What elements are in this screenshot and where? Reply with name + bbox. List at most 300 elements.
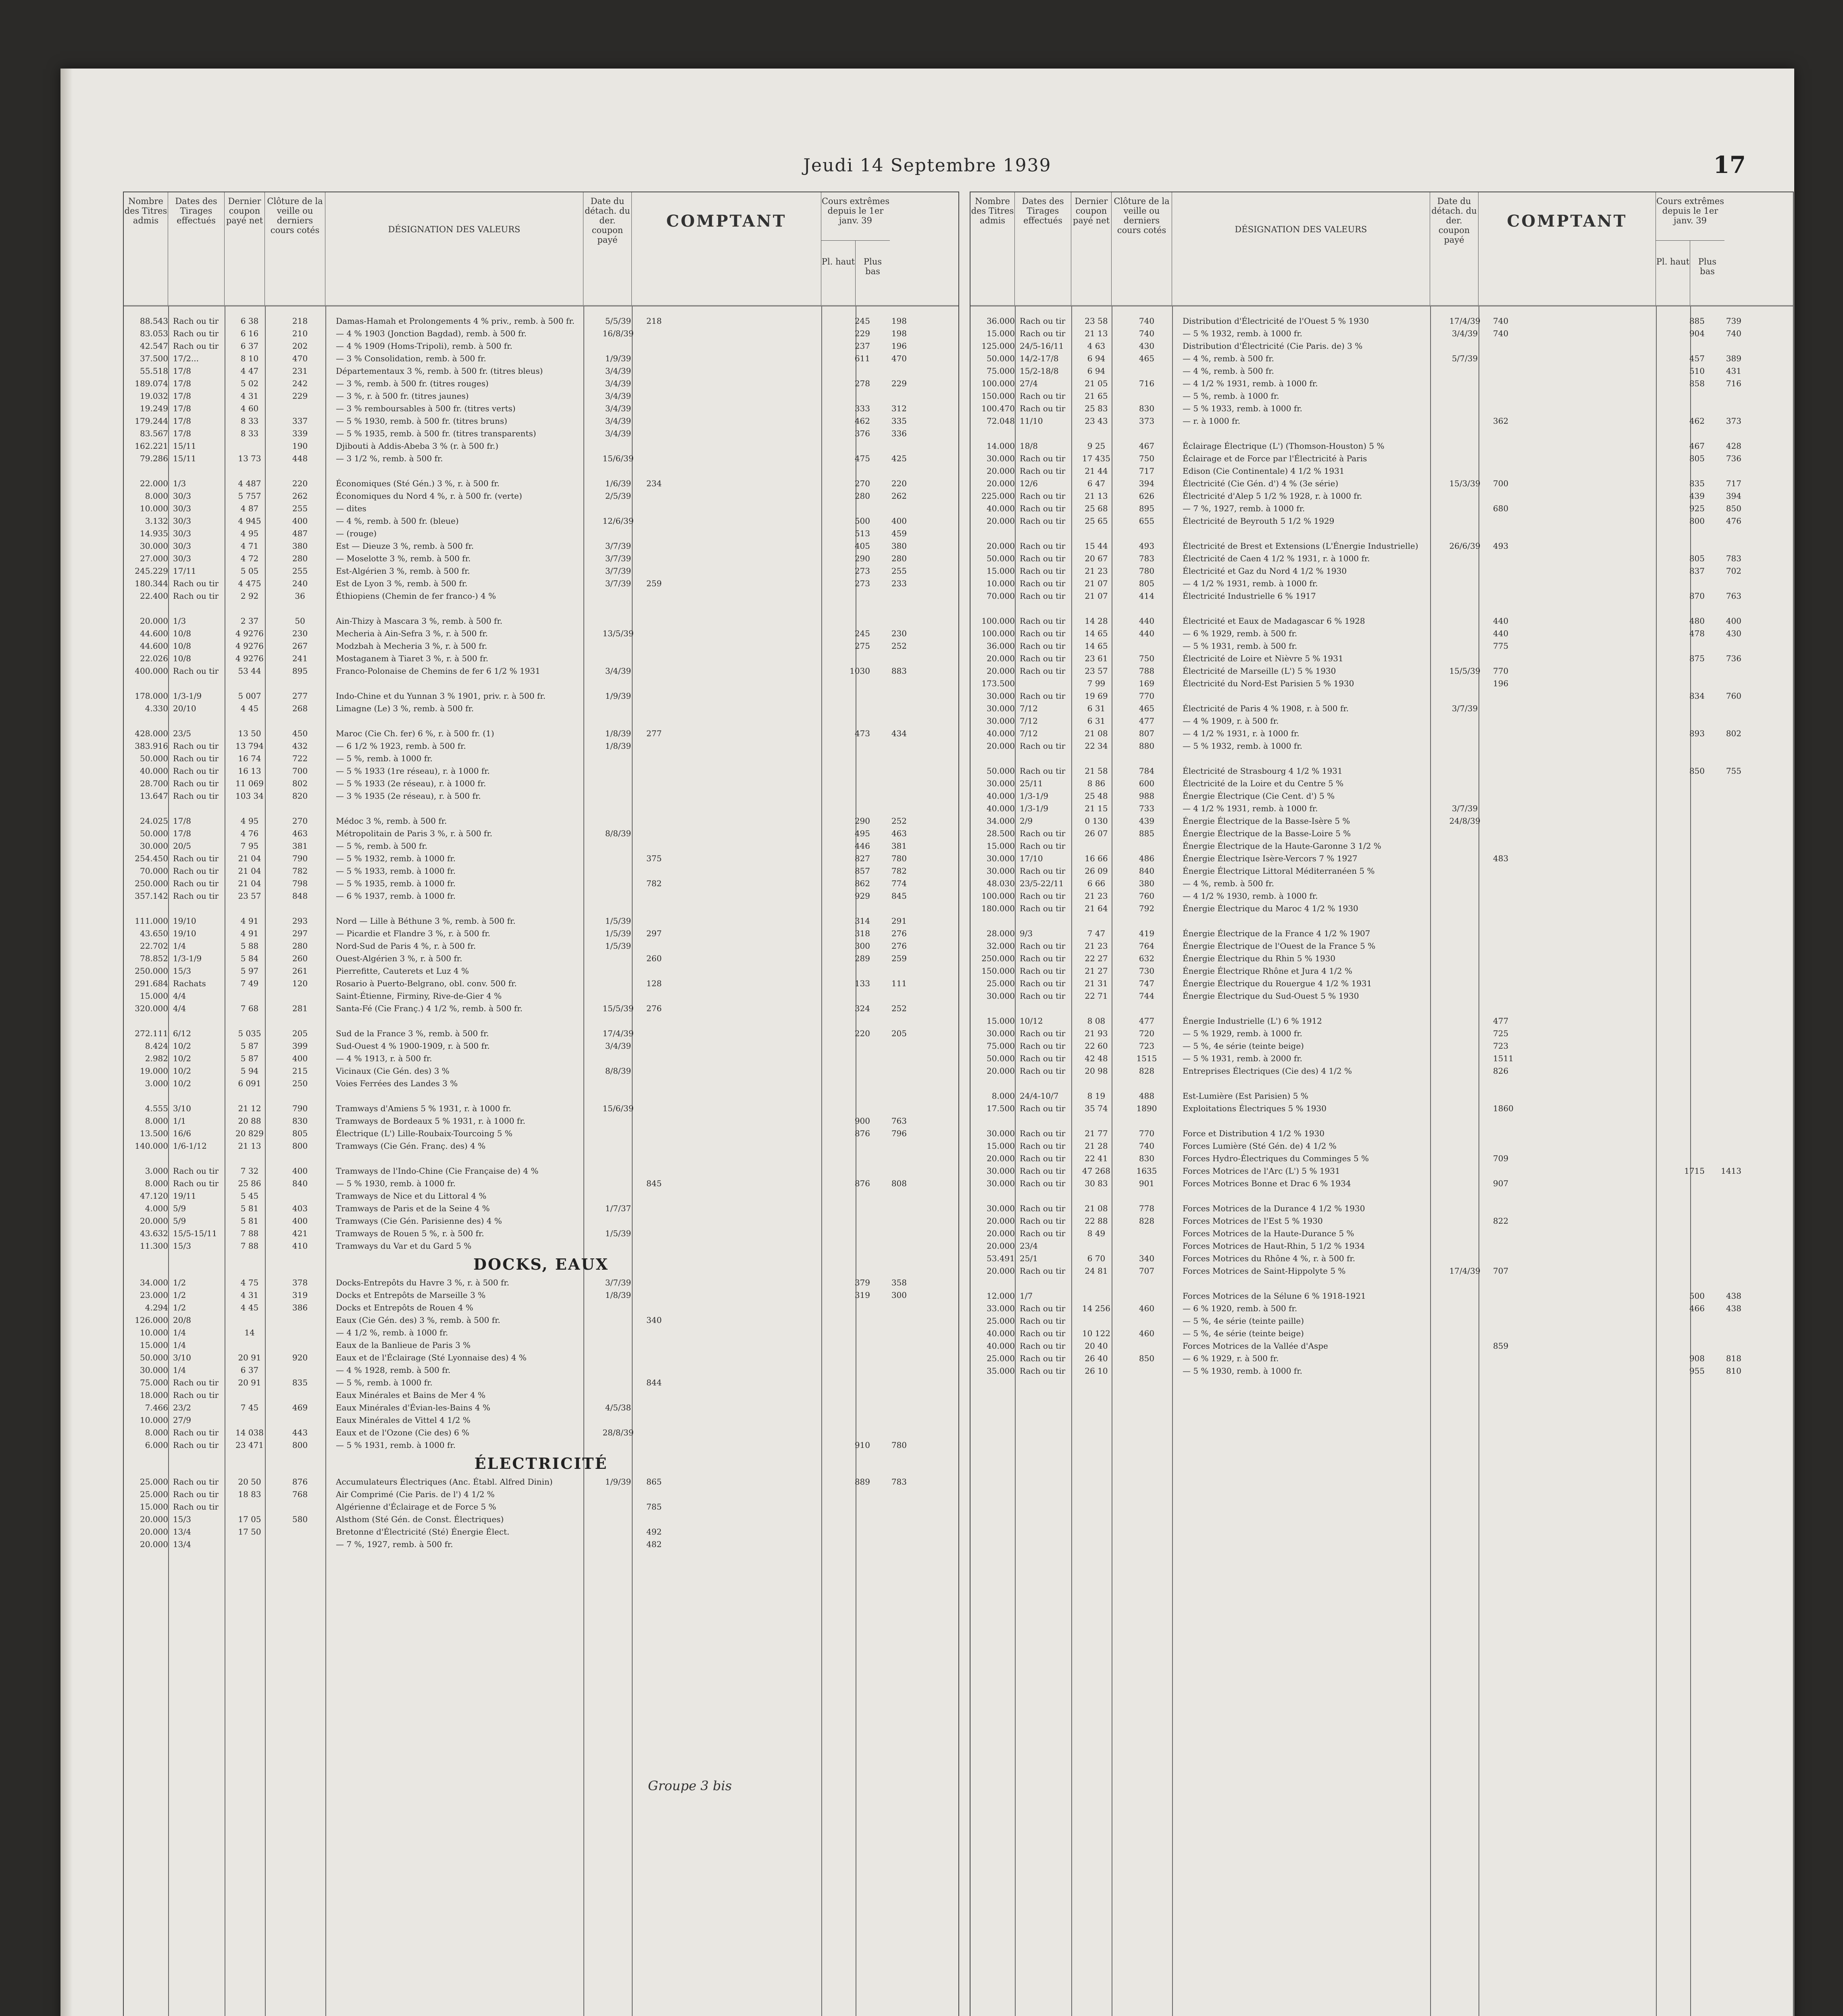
plus-haut-cell: 827 xyxy=(854,853,870,863)
titres-cell: 35.000 xyxy=(987,1366,1015,1376)
coupon-cell: 5 87 xyxy=(240,1041,259,1051)
coupon-cell: 21 58 xyxy=(1085,766,1108,776)
titres-cell: 30.000 xyxy=(140,841,168,851)
tirages-cell: 30/3 xyxy=(173,541,191,551)
tirages-cell: 1/6-1/12 xyxy=(173,1141,207,1151)
cloture-cell: 486 xyxy=(1139,853,1155,863)
designation-cell: Eaux Minérales d'Évian-les-Bains 4 % xyxy=(336,1402,490,1412)
date-coupon-cell: 3/7/39 xyxy=(605,1277,631,1287)
titres-cell: 30.000 xyxy=(987,1203,1015,1213)
date-coupon-cell: 3/4/39 xyxy=(605,416,631,426)
table-row xyxy=(970,664,1793,677)
plus-haut-cell: 805 xyxy=(1689,453,1705,463)
coupon-cell: 21 65 xyxy=(1085,391,1108,401)
cloture-cell: 394 xyxy=(1139,478,1155,488)
designation-cell: Énergie Électrique Rhône et Jura 4 1/2 % xyxy=(1183,966,1352,976)
table-row xyxy=(124,1114,958,1127)
coupon-cell: 14 xyxy=(244,1327,255,1337)
header-extremes xyxy=(821,192,890,305)
plus-haut-cell: 889 xyxy=(854,1477,870,1487)
plus-bas-cell: 381 xyxy=(891,841,907,851)
cloture-cell: 895 xyxy=(1139,503,1155,513)
tirages-cell: 19/10 xyxy=(173,928,196,938)
tirages-cell: Rach ou tir xyxy=(1020,1103,1066,1113)
titres-cell: 40.000 xyxy=(987,1328,1015,1338)
comptant-cell: 440 xyxy=(1493,628,1509,638)
date-coupon-cell: 1/9/39 xyxy=(605,353,631,363)
coupon-cell: 21 27 xyxy=(1085,966,1108,976)
plus-bas-cell: 111 xyxy=(891,978,907,988)
table-row xyxy=(970,477,1793,489)
designation-cell: Énergie Industrielle (L') 6 % 1912 xyxy=(1183,1016,1322,1026)
coupon-cell: 14 65 xyxy=(1085,628,1108,638)
comptant-cell: 826 xyxy=(1493,1066,1509,1076)
table-row xyxy=(970,314,1793,327)
header-comptant-r: COMPTANT xyxy=(1479,192,1656,305)
tirages-cell: Rach ou tir xyxy=(173,891,219,901)
plus-haut-cell: 278 xyxy=(854,378,870,388)
table-row xyxy=(124,1538,958,1550)
titres-cell: 20.000 xyxy=(987,1228,1015,1238)
designation-cell: Docks et Entrepôts de Rouen 4 % xyxy=(336,1302,473,1312)
titres-cell: 78.852 xyxy=(140,953,168,963)
coupon-cell: 4 71 xyxy=(240,541,259,551)
designation-cell: — 4 % 1903 (Jonction Bagdad), remb. à 500 fr. xyxy=(336,328,527,338)
titres-cell: 48.030 xyxy=(987,878,1015,888)
date-coupon-cell: 3/7/39 xyxy=(1451,803,1478,813)
designation-cell: — 5 % 1933 (1re réseau), r. à 1000 fr. xyxy=(336,766,490,776)
titres-cell: 53.491 xyxy=(987,1253,1015,1263)
date-coupon-cell: 1/9/39 xyxy=(605,691,631,701)
titres-cell: 27.000 xyxy=(140,553,168,563)
comptant-cell: 1860 xyxy=(1493,1103,1514,1113)
date-coupon-cell: 3/7/39 xyxy=(1451,703,1478,713)
table-row xyxy=(124,839,958,852)
titres-cell: 33.000 xyxy=(987,1303,1015,1313)
date-coupon-cell: 3/4/39 xyxy=(605,378,631,388)
titres-cell: 20.000 xyxy=(987,466,1015,476)
header-extremes-r xyxy=(1656,192,1724,305)
comptant-cell: 680 xyxy=(1493,503,1509,513)
titres-cell: 10.000 xyxy=(987,578,1015,588)
titres-cell: 36.000 xyxy=(987,316,1015,326)
coupon-cell: 4 87 xyxy=(240,503,259,513)
designation-cell: — 4 %, remb. à 500 fr. xyxy=(1183,878,1274,888)
tirages-cell: 15/3 xyxy=(173,1514,191,1524)
cloture-cell: 835 xyxy=(292,1377,308,1387)
cloture-cell: 215 xyxy=(292,1066,308,1076)
coupon-cell: 17 50 xyxy=(238,1527,261,1537)
comptant-cell: 1511 xyxy=(1493,1053,1514,1063)
plus-haut-cell: 495 xyxy=(854,828,870,838)
comptant-cell: 740 xyxy=(1493,316,1509,326)
titres-cell: 28.500 xyxy=(987,828,1015,838)
table-row xyxy=(124,1364,958,1376)
designation-cell: Eaux (Cie Gén. des) 3 %, remb. à 500 fr. xyxy=(336,1315,500,1325)
tirages-cell: Rach ou tir xyxy=(1020,841,1066,851)
cloture-cell: 580 xyxy=(292,1514,308,1524)
titres-cell: 28.700 xyxy=(140,778,168,788)
titres-cell: 30.000 xyxy=(987,1128,1015,1138)
plus-bas-cell: 736 xyxy=(1726,453,1741,463)
table-row xyxy=(124,364,958,377)
coupon-cell: 6 70 xyxy=(1087,1253,1106,1263)
coupon-cell: 6 94 xyxy=(1087,366,1106,376)
date-coupon-cell: 15/5/39 xyxy=(1449,666,1481,676)
coupon-cell: 53 44 xyxy=(238,666,261,676)
coupon-cell: 4 95 xyxy=(240,528,259,538)
titres-cell: 100.000 xyxy=(981,616,1015,626)
designation-cell: Pierrefitte, Cauterets et Luz 4 % xyxy=(336,966,469,976)
tirages-cell: Rach ou tir xyxy=(1020,828,1066,838)
coupon-cell: 21 23 xyxy=(1085,566,1108,576)
table-row xyxy=(124,727,958,739)
designation-cell: — 5 % 1933 (2e réseau), r. à 1000 fr. xyxy=(336,778,486,788)
tirages-cell: 4/4 xyxy=(173,1003,186,1013)
table-row xyxy=(124,1002,958,1014)
tirages-cell: 10/2 xyxy=(173,1053,191,1063)
designation-cell: Eaux Minérales de Vittel 4 1/2 % xyxy=(336,1415,471,1425)
tirages-cell: 1/1 xyxy=(173,1116,186,1126)
coupon-cell: 5 035 xyxy=(238,1028,261,1038)
plus-bas-cell: 438 xyxy=(1726,1303,1741,1313)
coupon-cell: 21 64 xyxy=(1085,903,1108,913)
coupon-cell: 6 31 xyxy=(1087,703,1106,713)
cloture-cell: 740 xyxy=(1139,316,1155,326)
tirages-cell: 1/7 xyxy=(1020,1291,1033,1301)
designation-cell: Forces Hydro-Électriques du Comminges 5 % xyxy=(1183,1153,1369,1163)
titres-cell: 179.244 xyxy=(135,416,168,426)
cloture-cell: 876 xyxy=(292,1477,308,1487)
coupon-cell: 13 50 xyxy=(238,728,261,738)
designation-cell: Santa-Fé (Cie Franç.) 4 1/2 %, remb. à 500 fr. xyxy=(336,1003,523,1013)
table-row xyxy=(124,1189,958,1202)
coupon-cell: 4 475 xyxy=(238,578,261,588)
tirages-cell: Rach ou tir xyxy=(1020,1128,1066,1138)
tirages-cell: 20/10 xyxy=(173,703,196,713)
plus-bas-cell: 755 xyxy=(1726,766,1741,776)
titres-cell: 20.000 xyxy=(987,541,1015,551)
table-row xyxy=(970,589,1793,602)
titres-cell: 34.000 xyxy=(987,816,1015,826)
cloture-cell: 319 xyxy=(292,1290,308,1300)
coupon-cell: 0 130 xyxy=(1085,816,1108,826)
plus-bas-cell: 716 xyxy=(1726,378,1741,388)
plus-bas-cell: 196 xyxy=(891,341,907,351)
table-row xyxy=(970,702,1793,714)
designation-cell: Énergie Électrique Littoral Méditerranéen 5 % xyxy=(1183,866,1375,876)
table-row xyxy=(970,1127,1793,1139)
designation-cell: — 3 %, r. à 500 fr. (titres jaunes) xyxy=(336,391,469,401)
designation-cell: — 5 % 1933, remb. à 1000 fr. xyxy=(1183,403,1302,413)
cloture-cell: 270 xyxy=(292,816,308,826)
table-row xyxy=(970,1214,1793,1227)
plus-haut-cell: 379 xyxy=(854,1277,870,1287)
titres-cell: 83.567 xyxy=(140,428,168,438)
coupon-cell: 4 9276 xyxy=(235,628,264,638)
plus-haut-cell: 900 xyxy=(854,1116,870,1126)
comptant-cell: 782 xyxy=(646,878,662,888)
comptant-cell: 276 xyxy=(646,1003,662,1013)
plus-haut-cell: 837 xyxy=(1689,566,1705,576)
titres-cell: 20.000 xyxy=(140,1514,168,1524)
titres-cell: 15.000 xyxy=(987,566,1015,576)
coupon-cell: 25 65 xyxy=(1085,516,1108,526)
table-row xyxy=(124,1239,958,1252)
comptant-cell: 700 xyxy=(1493,478,1509,488)
designation-cell: Médoc 3 %, remb. à 500 fr. xyxy=(336,816,447,826)
tirages-cell: Rach ou tir xyxy=(1020,453,1066,463)
coupon-cell: 21 05 xyxy=(1085,378,1108,388)
tirages-cell: 12/6 xyxy=(1020,478,1038,488)
plus-haut-cell: 876 xyxy=(854,1178,870,1188)
tirages-cell: 23/5 xyxy=(173,728,191,738)
tirages-cell: 1/3 xyxy=(173,616,186,626)
titres-cell: 43.632 xyxy=(140,1228,168,1238)
titres-cell: 13.647 xyxy=(140,791,168,801)
plus-bas-cell: 431 xyxy=(1726,366,1741,376)
designation-cell: Forces Motrices du Rhône 4 %, r. à 500 fr. xyxy=(1183,1253,1356,1263)
titres-cell: 150.000 xyxy=(981,391,1015,401)
tirages-cell: 17/8 xyxy=(173,403,191,413)
table-row xyxy=(124,1202,958,1214)
titres-cell: 30.000 xyxy=(987,453,1015,463)
cloture-cell: 50 xyxy=(295,616,305,626)
cloture-cell: 380 xyxy=(1139,878,1155,888)
titres-cell: 383.916 xyxy=(135,741,168,751)
designation-cell: Ouest-Algérien 3 %, r. à 500 fr. xyxy=(336,953,462,963)
coupon-cell: 9 25 xyxy=(1087,441,1106,451)
designation-cell: Électricité et Eaux de Madagascar 6 % 1928 xyxy=(1183,616,1365,626)
plus-haut-cell: 324 xyxy=(854,1003,870,1013)
plus-bas-cell: 400 xyxy=(1726,616,1741,626)
comptant-cell: 260 xyxy=(646,953,662,963)
titres-cell: 43.650 xyxy=(140,928,168,938)
cloture-cell: 280 xyxy=(292,941,308,951)
tirages-cell: Rach ou tir xyxy=(173,853,219,863)
plus-haut-cell: 314 xyxy=(854,916,870,926)
coupon-cell: 5 007 xyxy=(238,691,261,701)
tirages-cell: 2/9 xyxy=(1020,816,1033,826)
table-row xyxy=(124,1077,958,1089)
coupon-cell: 20 91 xyxy=(238,1377,261,1387)
plus-haut-cell: 955 xyxy=(1689,1366,1705,1376)
table-row xyxy=(124,1276,958,1289)
table-row xyxy=(124,989,958,1002)
designation-cell: Éthiopiens (Chemin de fer franco-) 4 % xyxy=(336,591,496,601)
tirages-cell: Rach ou tir xyxy=(173,866,219,876)
table-row xyxy=(124,389,958,402)
comptant-cell: 844 xyxy=(646,1377,662,1387)
comptant-cell: 770 xyxy=(1493,666,1509,676)
cloture-cell: 281 xyxy=(292,1003,308,1013)
coupon-cell: 5 84 xyxy=(240,953,259,963)
titres-cell: 30.000 xyxy=(987,778,1015,788)
tirages-cell: 4/4 xyxy=(173,991,186,1001)
designation-cell: Indo-Chine et du Yunnan 3 % 1901, priv. r. à 500 fr. xyxy=(336,691,546,701)
table-row xyxy=(970,339,1793,352)
designation-cell: — 3 % remboursables à 500 fr. (titres verts) xyxy=(336,403,516,413)
cloture-cell: 400 xyxy=(292,516,308,526)
plus-bas-cell: 276 xyxy=(891,928,907,938)
designation-cell: Éclairage et de Force par l'Électricité à Paris xyxy=(1183,453,1367,463)
cloture-cell: 626 xyxy=(1139,491,1155,501)
coupon-cell: 6 091 xyxy=(238,1078,261,1088)
tirages-cell: 10/8 xyxy=(173,641,191,651)
plus-bas-cell: 810 xyxy=(1726,1366,1741,1376)
table-row xyxy=(970,777,1793,789)
titres-cell: 50.000 xyxy=(987,553,1015,563)
table-row xyxy=(970,1039,1793,1052)
titres-cell: 25.000 xyxy=(140,1477,168,1487)
table-row xyxy=(124,402,958,414)
designation-cell: Distribution d'Électricité de l'Ouest 5 % 1930 xyxy=(1183,316,1369,326)
cloture-cell: 488 xyxy=(1139,1091,1155,1101)
table-row xyxy=(124,1475,958,1488)
titres-cell: 140.000 xyxy=(135,1141,168,1151)
cloture-cell: 750 xyxy=(1139,453,1155,463)
tirages-cell: Rach ou tir xyxy=(173,1477,219,1487)
header-coupon: Dernier coupon payé net xyxy=(225,192,265,305)
coupon-cell: 7 95 xyxy=(240,841,259,851)
plus-haut-cell: 850 xyxy=(1689,766,1705,776)
titres-cell: 28.000 xyxy=(987,928,1015,938)
cloture-cell: 744 xyxy=(1139,991,1155,1001)
header-extremes-label-r: Cours extrêmes depuis le 1er janv. 39 xyxy=(1656,192,1724,241)
designation-cell: Électricité de la Loire et du Centre 5 % xyxy=(1183,778,1344,788)
plus-bas-cell: 702 xyxy=(1726,566,1741,576)
cloture-cell: 242 xyxy=(292,378,308,388)
titres-cell: 100.000 xyxy=(981,891,1015,901)
coupon-cell: 21 15 xyxy=(1085,803,1108,813)
comptant-cell: 907 xyxy=(1493,1178,1509,1188)
plus-bas-cell: 233 xyxy=(891,578,907,588)
coupon-cell: 22 71 xyxy=(1085,991,1108,1001)
designation-cell: Énergie Électrique Isère-Vercors 7 % 1927 xyxy=(1183,853,1358,863)
plus-bas-cell: 400 xyxy=(891,516,907,526)
table-row xyxy=(124,577,958,589)
titres-cell: 4.330 xyxy=(145,703,168,713)
plus-bas-cell: 300 xyxy=(891,1290,907,1300)
designation-cell: Forces Motrices de Haut-Rhin, 5 1/2 % 1934 xyxy=(1183,1241,1365,1251)
table-row xyxy=(970,1027,1793,1039)
table-row xyxy=(970,1152,1793,1164)
plus-haut-cell: 473 xyxy=(854,728,870,738)
cloture-cell: 240 xyxy=(292,578,308,588)
titres-cell: 72.048 xyxy=(987,416,1015,426)
coupon-cell: 8 86 xyxy=(1087,778,1106,788)
titres-cell: 50.000 xyxy=(987,1053,1015,1063)
titres-cell: 180.000 xyxy=(981,903,1015,913)
titres-cell: 3.132 xyxy=(145,516,168,526)
header-plus-bas: Plus bas xyxy=(863,257,882,276)
tirages-cell: 23/2 xyxy=(173,1402,191,1412)
tirages-cell: Rach ou tir xyxy=(1020,1041,1066,1051)
cloture-cell: 848 xyxy=(292,891,308,901)
designation-cell: Économiques du Nord 4 %, r. à 500 fr. (verte) xyxy=(336,491,522,501)
designation-cell: — 4 % 1928, remb. à 500 fr. xyxy=(336,1365,451,1375)
date-coupon-cell: 3/4/39 xyxy=(605,403,631,413)
coupon-cell: 23 57 xyxy=(238,891,261,901)
coupon-cell: 25 86 xyxy=(238,1178,261,1188)
plus-haut-cell: 405 xyxy=(854,541,870,551)
table-row xyxy=(124,602,958,614)
coupon-cell: 21 04 xyxy=(238,866,261,876)
coupon-cell: 20 98 xyxy=(1085,1066,1108,1076)
table-row xyxy=(970,1289,1793,1302)
cloture-cell: 262 xyxy=(292,491,308,501)
coupon-cell: 22 60 xyxy=(1085,1041,1108,1051)
designation-cell: — 7 %, 1927, remb. à 1000 fr. xyxy=(1183,503,1305,513)
tirages-cell: Rach ou tir xyxy=(1020,741,1066,751)
table-row xyxy=(970,614,1793,627)
coupon-cell: 16 13 xyxy=(238,766,261,776)
titres-cell: 8.000 xyxy=(145,1427,168,1437)
plus-haut-cell: 273 xyxy=(854,566,870,576)
table-row xyxy=(124,702,958,714)
cloture-cell: 378 xyxy=(292,1277,308,1287)
designation-cell: Électricité de Paris 4 % 1908, r. à 500 fr. xyxy=(1183,703,1349,713)
cloture-cell: 220 xyxy=(292,478,308,488)
titres-cell: 40.000 xyxy=(987,503,1015,513)
coupon-cell: 4 76 xyxy=(240,828,259,838)
designation-cell: Forces Motrices de l'Arc (L') 5 % 1931 xyxy=(1183,1166,1340,1176)
plus-bas-cell: 380 xyxy=(891,541,907,551)
plus-haut-cell: 245 xyxy=(854,316,870,326)
coupon-cell: 21 31 xyxy=(1085,978,1108,988)
cloture-cell: 202 xyxy=(292,341,308,351)
cloture-cell: 717 xyxy=(1139,466,1155,476)
titres-cell: 250.000 xyxy=(135,878,168,888)
tirages-cell: Rach ou tir xyxy=(1020,516,1066,526)
cloture-cell: 720 xyxy=(1139,1028,1155,1038)
cloture-cell: 460 xyxy=(1139,1303,1155,1313)
comptant-cell: 340 xyxy=(646,1315,662,1325)
table-row xyxy=(124,752,958,764)
coupon-cell: 21 13 xyxy=(238,1141,261,1151)
titres-cell: 4.555 xyxy=(145,1103,168,1113)
date-coupon-cell: 3/7/39 xyxy=(605,541,631,551)
designation-cell: — 4 % 1913, r. à 500 fr. xyxy=(336,1053,432,1063)
table-row xyxy=(970,1064,1793,1077)
plus-bas-cell: 389 xyxy=(1726,353,1741,363)
tirages-cell: 23/4 xyxy=(1020,1241,1038,1251)
titres-cell: 8.000 xyxy=(145,491,168,501)
tirages-cell: 16/6 xyxy=(173,1128,191,1138)
titres-cell: 8.000 xyxy=(145,1178,168,1188)
cloture-cell: 421 xyxy=(292,1228,308,1238)
coupon-cell: 20 67 xyxy=(1085,553,1108,563)
table-row xyxy=(970,464,1793,477)
cloture-cell: 169 xyxy=(1139,678,1155,688)
titres-cell: 30.000 xyxy=(987,691,1015,701)
titres-cell: 23.000 xyxy=(140,1290,168,1300)
plus-bas-cell: 428 xyxy=(1726,441,1741,451)
tirages-cell: 17/8 xyxy=(173,416,191,426)
date-coupon-cell: 2/5/39 xyxy=(605,491,631,501)
tirages-cell: Rach ou tir xyxy=(1020,691,1066,701)
coupon-cell: 21 12 xyxy=(238,1103,261,1113)
table-row xyxy=(124,1426,958,1439)
coupon-cell: 21 77 xyxy=(1085,1128,1108,1138)
cloture-cell: 450 xyxy=(292,728,308,738)
date-coupon-cell: 13/5/39 xyxy=(602,628,634,638)
tirages-cell: 24/5-16/11 xyxy=(1020,341,1064,351)
designation-cell: Énergie Électrique de l'Ouest de la France 5 % xyxy=(1183,941,1376,951)
page-number: 17 xyxy=(1713,151,1746,179)
tirages-cell: Rach ou tir xyxy=(173,878,219,888)
header-date-coupon-r: Date du détach. du der. coupon payé xyxy=(1430,192,1479,305)
